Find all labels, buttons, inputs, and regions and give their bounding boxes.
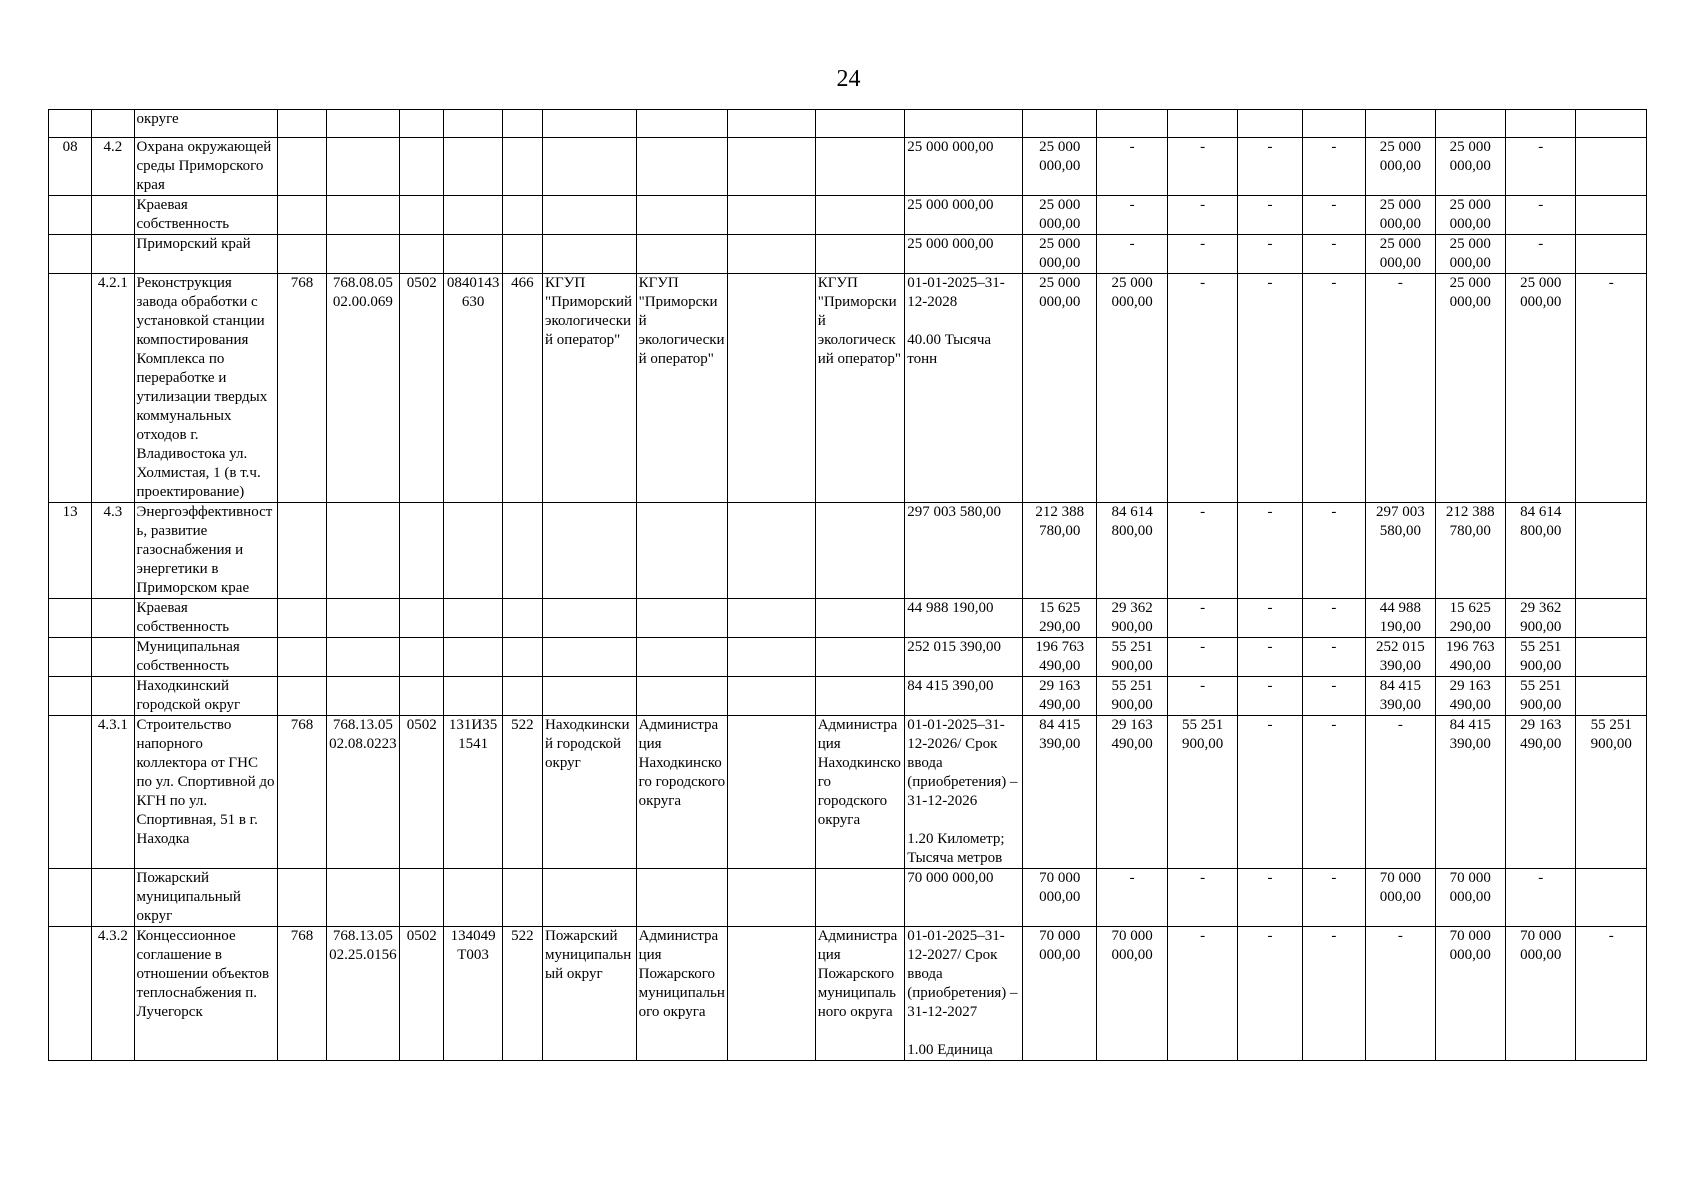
table-cell: 212 388 780,00 xyxy=(1023,503,1097,599)
table-cell: 70 000 000,00 xyxy=(1023,869,1097,927)
table-cell: 196 763 490,00 xyxy=(1023,638,1097,677)
table-cell: 25 000 000,00 xyxy=(905,235,1023,274)
table-cell xyxy=(49,716,92,869)
table-cell xyxy=(728,110,816,138)
table-cell: - xyxy=(1238,599,1302,638)
table-cell: 252 015 390,00 xyxy=(905,638,1023,677)
table-cell xyxy=(728,235,816,274)
table-cell: - xyxy=(1302,138,1365,196)
table-cell: 25 000 000,00 xyxy=(1023,196,1097,235)
table-cell xyxy=(278,503,326,599)
table-cell xyxy=(502,138,542,196)
table-cell xyxy=(543,503,637,599)
table-cell: Охрана окружающей среды Приморского края xyxy=(134,138,278,196)
table-cell: КГУП "Приморский экологический оператор" xyxy=(815,274,905,503)
table-cell: 4.3 xyxy=(92,503,134,599)
table-cell xyxy=(400,110,444,138)
table-cell xyxy=(278,599,326,638)
table-cell xyxy=(543,638,637,677)
table-cell xyxy=(728,716,816,869)
table-cell: - xyxy=(1167,638,1237,677)
table-row xyxy=(49,869,1647,927)
table-cell: Энергоэффективность, развитие газоснабжения и энергетики в Приморском крае xyxy=(134,503,278,599)
table-cell xyxy=(400,638,444,677)
table-cell: 768 xyxy=(278,716,326,869)
table-cell xyxy=(1576,235,1647,274)
table-cell xyxy=(92,638,134,677)
table-cell: 70 000 000,00 xyxy=(1366,869,1435,927)
table-cell xyxy=(326,196,399,235)
table-cell xyxy=(728,638,816,677)
table-cell: 70 000 000,00 xyxy=(1435,927,1505,1061)
table-cell xyxy=(326,638,399,677)
table-cell xyxy=(728,927,816,1061)
table-cell: 25 000 000,00 xyxy=(1505,274,1575,503)
table-row xyxy=(49,716,1647,869)
table-cell: - xyxy=(1302,235,1365,274)
table-cell: 01-01-2025–31-12-2027/ Срок ввода (приобретения) – 31-12-2027 1.00 Единица xyxy=(905,927,1023,1061)
table-cell: 25 000 000,00 xyxy=(1023,274,1097,503)
table-cell xyxy=(444,138,502,196)
table-cell: 70 000 000,00 xyxy=(1097,927,1167,1061)
table-cell: 212 388 780,00 xyxy=(1435,503,1505,599)
table-cell xyxy=(636,138,728,196)
table-cell xyxy=(278,638,326,677)
table-cell xyxy=(502,677,542,716)
table-cell: 522 xyxy=(502,927,542,1061)
table-cell: - xyxy=(1302,503,1365,599)
table-cell: 768 xyxy=(278,274,326,503)
table-cell xyxy=(49,196,92,235)
table-cell xyxy=(92,869,134,927)
table-cell: - xyxy=(1576,927,1647,1061)
table-cell: - xyxy=(1505,235,1575,274)
table-cell: Находкинский городской округ xyxy=(543,716,637,869)
table-cell: 768.13.05 02.25.0156 xyxy=(326,927,399,1061)
table-cell xyxy=(326,677,399,716)
table-cell: 0502 xyxy=(400,716,444,869)
table-cell xyxy=(278,677,326,716)
table-cell: 13 xyxy=(49,503,92,599)
table-cell xyxy=(444,638,502,677)
table-row xyxy=(49,196,1647,235)
table-cell: - xyxy=(1238,716,1302,869)
table-cell: 55 251 900,00 xyxy=(1097,677,1167,716)
table-cell xyxy=(400,869,444,927)
table-cell xyxy=(636,196,728,235)
table-cell: - xyxy=(1302,869,1365,927)
table-cell xyxy=(636,110,728,138)
table-cell xyxy=(636,503,728,599)
table-cell: 768.13.05 02.08.0223 xyxy=(326,716,399,869)
table-cell xyxy=(1366,110,1435,138)
table-cell: 4.3.2 xyxy=(92,927,134,1061)
table-cell xyxy=(543,196,637,235)
table-cell xyxy=(400,138,444,196)
table-cell xyxy=(815,110,905,138)
table-cell: - xyxy=(1167,599,1237,638)
table-cell xyxy=(92,235,134,274)
table-cell xyxy=(543,138,637,196)
table-cell xyxy=(815,235,905,274)
table-cell: - xyxy=(1302,927,1365,1061)
table-cell: - xyxy=(1576,274,1647,503)
table-cell: - xyxy=(1097,235,1167,274)
table-cell xyxy=(815,677,905,716)
table-cell: 01-01-2025–31-12-2026/ Срок ввода (приобретения) – 31-12-2026 1.20 Километр; Тысяча метров xyxy=(905,716,1023,869)
table-cell: - xyxy=(1366,274,1435,503)
table-cell xyxy=(1576,196,1647,235)
table-cell: 55 251 900,00 xyxy=(1505,677,1575,716)
table-cell xyxy=(444,869,502,927)
table-cell xyxy=(502,869,542,927)
table-cell: - xyxy=(1167,274,1237,503)
table-cell xyxy=(92,110,134,138)
table-cell xyxy=(543,235,637,274)
table-cell xyxy=(326,503,399,599)
table-cell xyxy=(502,110,542,138)
page-number: 24 xyxy=(836,66,861,92)
table-cell: 70 000 000,00 xyxy=(1435,869,1505,927)
table-cell xyxy=(815,638,905,677)
table-cell xyxy=(728,599,816,638)
table-cell: Пожарский муниципальный округ xyxy=(543,927,637,1061)
table-cell: - xyxy=(1302,196,1365,235)
table-cell xyxy=(444,110,502,138)
table-cell xyxy=(1167,110,1237,138)
table-row xyxy=(49,677,1647,716)
table-cell: - xyxy=(1302,599,1365,638)
table-cell: 29 362 900,00 xyxy=(1097,599,1167,638)
table-cell: - xyxy=(1167,677,1237,716)
table-cell: 25 000 000,00 xyxy=(905,196,1023,235)
table-cell xyxy=(49,677,92,716)
table-cell: - xyxy=(1505,138,1575,196)
table-cell: 25 000 000,00 xyxy=(1366,196,1435,235)
table-cell: 84 415 390,00 xyxy=(905,677,1023,716)
table-cell: 4.3.1 xyxy=(92,716,134,869)
table-cell: 25 000 000,00 xyxy=(1366,235,1435,274)
table-cell xyxy=(905,110,1023,138)
table-cell: - xyxy=(1167,927,1237,1061)
table-cell xyxy=(1023,110,1097,138)
table-cell xyxy=(278,235,326,274)
table-cell: 25 000 000,00 xyxy=(1023,235,1097,274)
table-cell: - xyxy=(1238,274,1302,503)
table-cell xyxy=(636,638,728,677)
table-cell: Находкинский городской округ xyxy=(134,677,278,716)
table-cell xyxy=(49,927,92,1061)
budget-table xyxy=(48,109,1647,1061)
table-cell xyxy=(49,274,92,503)
table-cell xyxy=(326,138,399,196)
table-cell xyxy=(815,599,905,638)
table-cell: 55 251 900,00 xyxy=(1167,716,1237,869)
table-cell: Администрация Находкинского городского округа xyxy=(815,716,905,869)
table-cell: - xyxy=(1302,638,1365,677)
table-cell: Реконструкция завода обработки с установкой станции компостирования Комплекса по переработке и утилизации твердых коммунальных отходов г. Владивостока ул. Холмистая, 1 (в т.ч. проектирование) xyxy=(134,274,278,503)
table-cell: 131И351541 xyxy=(444,716,502,869)
table-cell xyxy=(444,235,502,274)
table-cell: - xyxy=(1302,274,1365,503)
table-cell: - xyxy=(1366,927,1435,1061)
table-cell: - xyxy=(1097,869,1167,927)
table-cell: 29 163 490,00 xyxy=(1505,716,1575,869)
table-cell: Концессионное соглашение в отношении объектов теплоснабжения п. Лучегорск xyxy=(134,927,278,1061)
table-cell: - xyxy=(1167,869,1237,927)
table-cell: - xyxy=(1238,638,1302,677)
table-cell: - xyxy=(1167,503,1237,599)
table-cell xyxy=(326,110,399,138)
table-cell: 0502 xyxy=(400,274,444,503)
table-cell xyxy=(815,869,905,927)
table-cell: - xyxy=(1366,716,1435,869)
table-cell: 70 000 000,00 xyxy=(1023,927,1097,1061)
table-cell: - xyxy=(1238,869,1302,927)
table-cell xyxy=(728,138,816,196)
table-cell: - xyxy=(1302,716,1365,869)
table-cell: 55 251 900,00 xyxy=(1097,638,1167,677)
table-cell xyxy=(444,196,502,235)
table-cell xyxy=(728,503,816,599)
table-cell xyxy=(1576,869,1647,927)
table-cell: 196 763 490,00 xyxy=(1435,638,1505,677)
table-cell xyxy=(49,599,92,638)
table-cell: 84 614 800,00 xyxy=(1097,503,1167,599)
table-cell: 84 415 390,00 xyxy=(1435,716,1505,869)
table-row xyxy=(49,927,1647,1061)
table-cell xyxy=(815,138,905,196)
table-cell xyxy=(400,677,444,716)
table-cell: 25 000 000,00 xyxy=(1435,138,1505,196)
table-cell: 522 xyxy=(502,716,542,869)
table-cell: 44 988 190,00 xyxy=(1366,599,1435,638)
table-cell xyxy=(815,196,905,235)
table-cell: Администрация Пожарского муниципального округа xyxy=(815,927,905,1061)
table-cell: - xyxy=(1167,138,1237,196)
table-cell xyxy=(1576,677,1647,716)
table-cell xyxy=(49,869,92,927)
table-cell xyxy=(636,869,728,927)
table-cell xyxy=(543,110,637,138)
table-cell: 768 xyxy=(278,927,326,1061)
table-cell: - xyxy=(1167,196,1237,235)
table-cell: - xyxy=(1238,196,1302,235)
table-cell xyxy=(326,869,399,927)
table-cell xyxy=(636,235,728,274)
table-cell xyxy=(1576,110,1647,138)
table-cell xyxy=(1097,110,1167,138)
table-cell: - xyxy=(1302,677,1365,716)
table-row xyxy=(49,138,1647,196)
table-cell: 4.2.1 xyxy=(92,274,134,503)
table-row xyxy=(49,110,1647,138)
table-cell xyxy=(49,110,92,138)
table-cell xyxy=(728,677,816,716)
table-cell xyxy=(1576,638,1647,677)
table-cell: 70 000 000,00 xyxy=(905,869,1023,927)
table-cell xyxy=(278,196,326,235)
table-cell xyxy=(326,235,399,274)
table-cell xyxy=(400,599,444,638)
table-cell: округе xyxy=(134,110,278,138)
table-cell xyxy=(1505,110,1575,138)
table-cell: Краевая собственность xyxy=(134,196,278,235)
table-row xyxy=(49,235,1647,274)
table-cell xyxy=(400,503,444,599)
table-cell: - xyxy=(1238,677,1302,716)
table-cell xyxy=(543,869,637,927)
table-cell xyxy=(502,235,542,274)
table-cell: 297 003 580,00 xyxy=(905,503,1023,599)
table-cell: - xyxy=(1505,869,1575,927)
table-cell xyxy=(1576,599,1647,638)
table-cell: Администрация Пожарского муниципального округа xyxy=(636,927,728,1061)
table-cell: 0502 xyxy=(400,927,444,1061)
table-cell: 466 xyxy=(502,274,542,503)
table-cell xyxy=(400,235,444,274)
table-cell: 4.2 xyxy=(92,138,134,196)
table-cell: 15 625 290,00 xyxy=(1435,599,1505,638)
table-cell: 29 163 490,00 xyxy=(1097,716,1167,869)
table-cell: КГУП "Приморский экологический оператор" xyxy=(636,274,728,503)
table-cell: - xyxy=(1167,235,1237,274)
table-cell: - xyxy=(1505,196,1575,235)
table-cell: - xyxy=(1238,927,1302,1061)
table-cell: 25 000 000,00 xyxy=(1435,235,1505,274)
table-cell: - xyxy=(1238,138,1302,196)
table-cell: 84 415 390,00 xyxy=(1023,716,1097,869)
table-cell: - xyxy=(1238,235,1302,274)
table-row xyxy=(49,599,1647,638)
table-cell: - xyxy=(1097,196,1167,235)
table-cell xyxy=(326,599,399,638)
table-cell: 768.08.05 02.00.069 xyxy=(326,274,399,503)
table-cell xyxy=(92,196,134,235)
table-cell xyxy=(1576,138,1647,196)
table-cell xyxy=(444,677,502,716)
table-cell xyxy=(502,196,542,235)
table-cell: 29 163 490,00 xyxy=(1435,677,1505,716)
table-cell: 25 000 000,00 xyxy=(1435,274,1505,503)
table-row xyxy=(49,274,1647,503)
table-cell: 25 000 000,00 xyxy=(1097,274,1167,503)
table-cell xyxy=(49,638,92,677)
table-cell: Пожарский муниципальный округ xyxy=(134,869,278,927)
table-cell: Администрация Находкинского городского округа xyxy=(636,716,728,869)
table-cell: 252 015 390,00 xyxy=(1366,638,1435,677)
table-cell xyxy=(444,503,502,599)
table-row xyxy=(49,638,1647,677)
table-cell xyxy=(815,503,905,599)
table-cell xyxy=(1576,503,1647,599)
table-cell: 25 000 000,00 xyxy=(1435,196,1505,235)
table-cell: КГУП "Приморский экологический оператор" xyxy=(543,274,637,503)
table-cell: 29 163 490,00 xyxy=(1023,677,1097,716)
table-cell xyxy=(444,599,502,638)
table-cell xyxy=(502,599,542,638)
table-cell: 55 251 900,00 xyxy=(1505,638,1575,677)
table-cell: Приморский край xyxy=(134,235,278,274)
table-row xyxy=(49,503,1647,599)
table-cell xyxy=(92,599,134,638)
table-cell xyxy=(278,110,326,138)
table-cell xyxy=(92,677,134,716)
table-cell: 134049T003 xyxy=(444,927,502,1061)
table-cell xyxy=(636,677,728,716)
table-cell: 08 xyxy=(49,138,92,196)
table-cell xyxy=(502,638,542,677)
table-cell xyxy=(728,274,816,503)
table-cell: 29 362 900,00 xyxy=(1505,599,1575,638)
table-cell: Муниципальная собственность xyxy=(134,638,278,677)
table-cell xyxy=(502,503,542,599)
table-cell xyxy=(543,677,637,716)
table-cell: 55 251 900,00 xyxy=(1576,716,1647,869)
table-cell: 84 415 390,00 xyxy=(1366,677,1435,716)
table-cell xyxy=(1302,110,1365,138)
table-cell xyxy=(278,869,326,927)
table-cell xyxy=(278,138,326,196)
table-cell: Строительство напорного коллектора от ГНС по ул. Спортивной до КГН по ул. Спортивная, 51 в г. Находка xyxy=(134,716,278,869)
table-cell: 0840143630 xyxy=(444,274,502,503)
table-cell: 70 000 000,00 xyxy=(1505,927,1575,1061)
table-cell: 01-01-2025–31-12-2028 40.00 Тысяча тонн xyxy=(905,274,1023,503)
table-cell xyxy=(1238,110,1302,138)
table-cell xyxy=(636,599,728,638)
table-cell: Краевая собственность xyxy=(134,599,278,638)
table-cell: 44 988 190,00 xyxy=(905,599,1023,638)
table-cell: - xyxy=(1097,138,1167,196)
table-cell: 25 000 000,00 xyxy=(1366,138,1435,196)
table-cell xyxy=(728,196,816,235)
table-cell: 15 625 290,00 xyxy=(1023,599,1097,638)
table-cell: 84 614 800,00 xyxy=(1505,503,1575,599)
table-cell xyxy=(400,196,444,235)
table-cell: 25 000 000,00 xyxy=(1023,138,1097,196)
table-cell: 25 000 000,00 xyxy=(905,138,1023,196)
table-cell xyxy=(49,235,92,274)
table-cell xyxy=(543,599,637,638)
table-cell: 297 003 580,00 xyxy=(1366,503,1435,599)
table-cell xyxy=(728,869,816,927)
table-cell xyxy=(1435,110,1505,138)
table-cell: - xyxy=(1238,503,1302,599)
